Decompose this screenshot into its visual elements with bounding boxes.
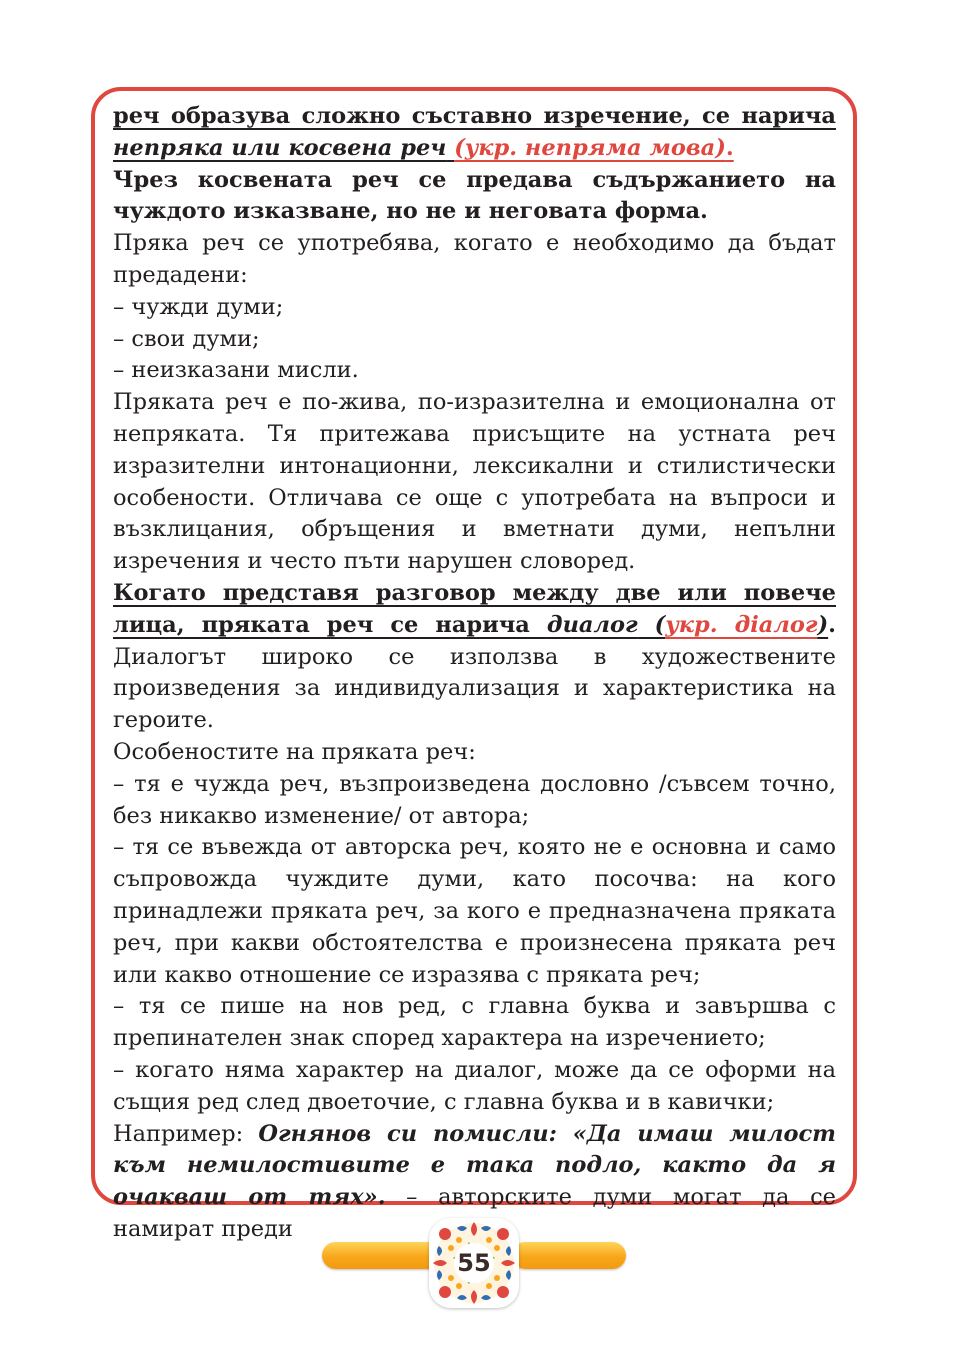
text-run: – когато няма характер на диалог, може да се оформи на същия ред след двоеточие, с главна буква и в кавички;	[113, 1056, 836, 1115]
text-run: – неизказани мисли.	[113, 357, 359, 384]
paragraph-p5	[113, 324, 836, 356]
page-bar-right	[512, 1242, 626, 1269]
paragraph-p9	[113, 737, 836, 769]
body-text	[113, 101, 836, 1246]
page-number-badge	[429, 1218, 519, 1308]
text-run: непряка или косвена реч	[113, 134, 447, 161]
text-run: Пряката реч е по-жива, по-изразителна и емоционална от непряката. Тя притежава присъщите на устната реч изразителни интонационни, лексикални и стилистически особености. Отличава се още с употребата на въпроси и възклицания, обръщения и вметнати думи, непълни изречения и често пъти нарушен словоред.	[113, 389, 836, 575]
paragraph-p12	[113, 991, 836, 1055]
text-run: .	[725, 134, 734, 161]
paragraph-p7	[113, 387, 836, 578]
paragraph-p4	[113, 292, 836, 324]
paragraph-p3	[113, 228, 836, 292]
paragraph-p10	[113, 769, 836, 833]
paragraph-p8	[113, 578, 836, 737]
text-run: Когато представя разговор между две или повече лица, пряката реч се нарича	[113, 579, 836, 638]
page-number: 55	[457, 1249, 491, 1277]
text-run: – чужди думи;	[113, 293, 284, 320]
text-run: – тя се въвежда от авторска реч, която не е основна и само съпровожда чуждите думи, като посочва: на кого принадлежи пряката реч, за кого е предназначена пряката реч, при какви обстоятелства е произнесена пряката реч или какво отношение се изразява с пряката реч;	[113, 834, 836, 988]
paragraph-p6	[113, 355, 836, 387]
page-bar-left	[322, 1242, 444, 1269]
paragraph-p13	[113, 1055, 836, 1119]
text-run: Диалогът широко се използва в художествените произведения за индивидуализация и характеристика на героите.	[113, 643, 836, 734]
text-run: – тя е чужда реч, възпроизведена дословно /съвсем точно, без никакво изменение/ от автора;	[113, 770, 836, 829]
text-run: Особеностите на пряката реч:	[113, 738, 476, 765]
paragraph-p2	[113, 165, 836, 229]
paragraph-p11	[113, 832, 836, 991]
text-run: .	[828, 611, 836, 638]
text-run: реч образува сложно съставно изречение, се нарича	[113, 103, 836, 129]
text-run: диалог	[546, 611, 638, 638]
text-run: – свои думи;	[113, 325, 260, 352]
text-run: (	[637, 611, 666, 638]
text-run: укр. діалог	[665, 611, 818, 638]
text-run: Например:	[113, 1120, 259, 1147]
text-run: (укр. непряма мова)	[454, 134, 726, 161]
text-run: Пряка реч се употребява, когато е необходимо да бъдат предадени:	[113, 230, 836, 288]
text-run: – авторските думи могат да се намират преди	[113, 1184, 836, 1242]
text-run: Огнянов си помисли: «Да имаш милост към немилостивите е така подло, както да я очакваш от тях».	[113, 1120, 836, 1211]
paragraph-p1	[113, 101, 836, 165]
text-run: )	[817, 611, 829, 638]
text-run: Чрез косвената реч се предава съдържанието на чуждото изказване, но не и неговата форма.	[113, 166, 836, 225]
text-run: – тя се пише на нов ред, с главна буква и завършва с препинателен знак според характера на изречението;	[113, 993, 836, 1052]
